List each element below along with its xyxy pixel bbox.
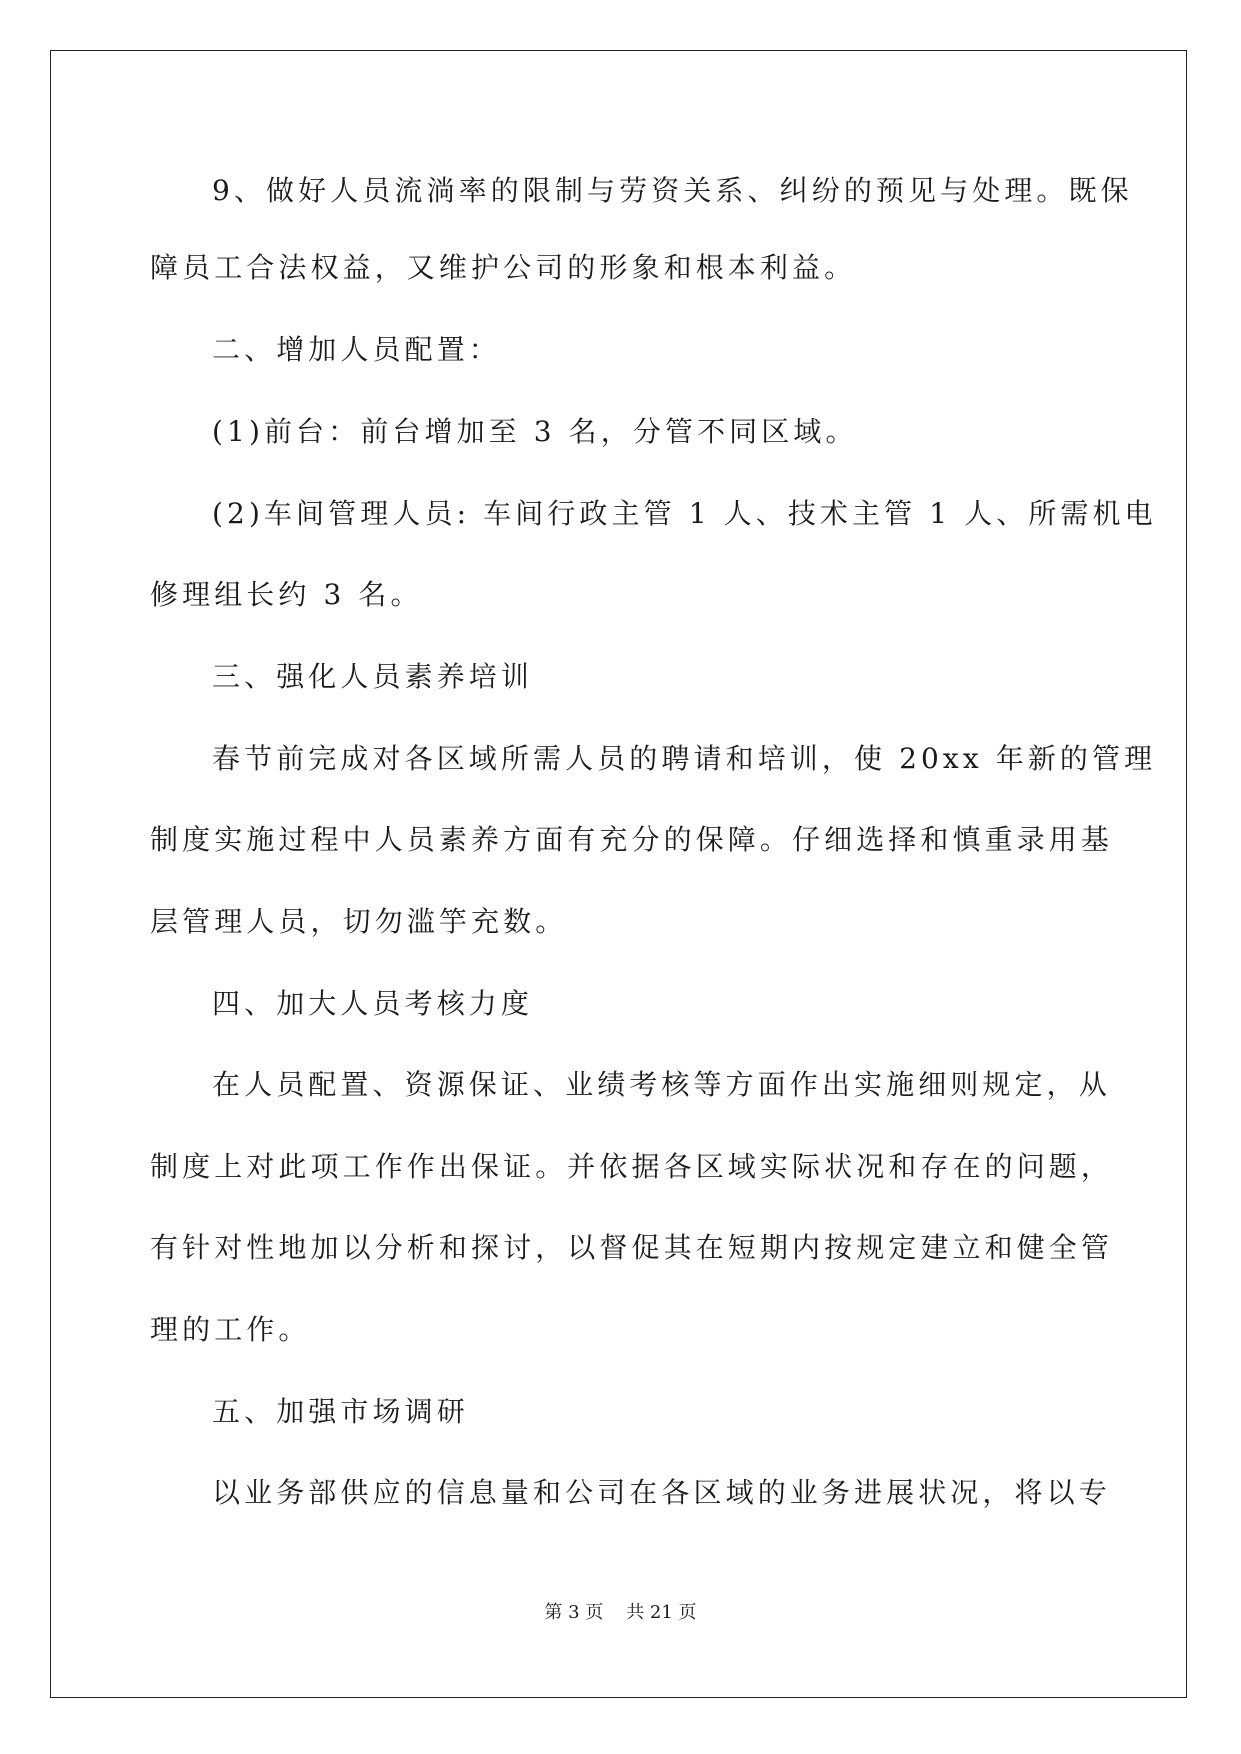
paragraph-line: 9、做好人员流淌率的限制与劳资关系、纠纷的预见与处理。既保 (212, 174, 1133, 207)
paragraph-line: 制度实施过程中人员素养方面有充分的保障。仔细选择和慎重录用基 (150, 823, 1114, 856)
paragraph-line: 制度上对此项工作作出保证。并依据各区域实际状况和存在的问题， (150, 1150, 1114, 1183)
paragraph-line: 障员工合法权益，又维护公司的形象和根本利益。 (150, 251, 857, 284)
paragraph-line: 理的工作。 (150, 1313, 311, 1346)
paragraph-line: 以业务部供应的信息量和公司在各区域的业务进展状况，将以专 (212, 1476, 1111, 1509)
paragraph-line: 有针对性地加以分析和探讨，以督促其在短期内按规定建立和健全管 (150, 1231, 1114, 1264)
paragraph-line: 春节前完成对各区域所需人员的聘请和培训，使 20xx 年新的管理 (212, 742, 1157, 775)
page-footer (0, 1601, 1241, 1625)
paragraph-line: 层管理人员，切勿滥竽充数。 (150, 905, 568, 938)
section-heading: 三、强化人员素养培训 (212, 660, 534, 693)
page-number: 第 3 页 共 21 页 (544, 1602, 697, 1623)
paragraph-line: 在人员配置、资源保证、业绩考核等方面作出实施细则规定，从 (212, 1068, 1111, 1101)
paragraph-line: (1)前台：前台增加至 3 名，分管不同区域。 (212, 415, 858, 448)
page-border (50, 50, 1187, 1698)
paragraph-line: (2)车间管理人员: 车间行政主管 1 人、技术主管 1 人、所需机电 (212, 497, 1157, 530)
section-heading: 二、增加人员配置： (212, 333, 501, 366)
section-heading: 五、加强市场调研 (212, 1395, 469, 1428)
section-heading: 四、加大人员考核力度 (212, 987, 534, 1020)
paragraph-line: 修理组长约 3 名。 (150, 578, 423, 611)
